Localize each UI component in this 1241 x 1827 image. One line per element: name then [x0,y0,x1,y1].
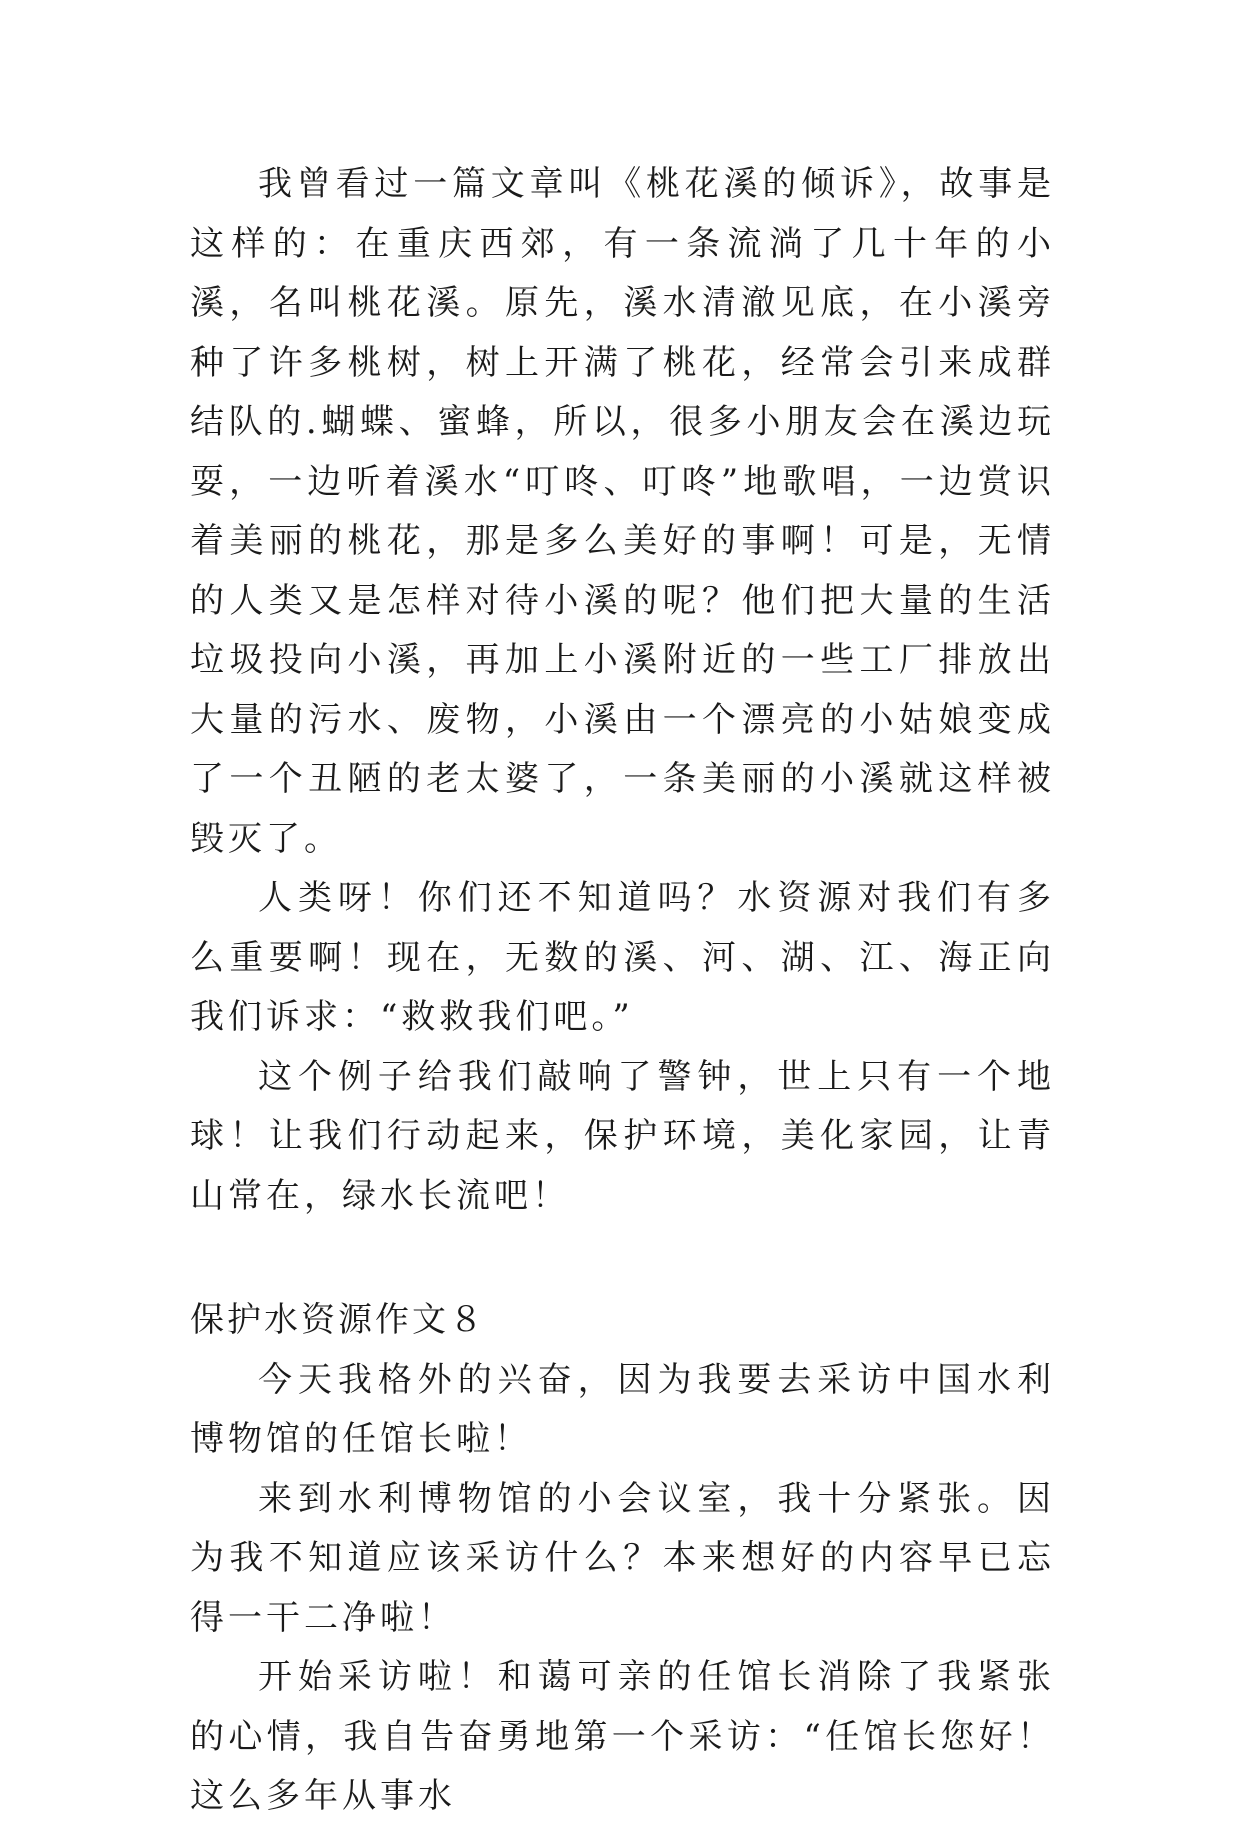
document-body [190,155,1055,1827]
paragraph-meeting-room: 来到水利博物馆的小会议室，我十分紧张。因为我不知道应该采访什么？本来想好的内容早已忘得一干二净啦！ [190,1478,1055,1638]
paragraph-call-to-action: 这个例子给我们敲响了警钟，世上只有一个地球！让我们行动起来，保护环境，美化家园，让青山常在，绿水长流吧！ [190,1056,1055,1216]
paragraph-taohuaxi-story: 我曾看过一篇文章叫《桃花溪的倾诉》，故事是这样的：在重庆西郊，有一条流淌了几十年的小溪，名叫桃花溪。原先，溪水清澈见底，在小溪旁种了许多桃树，树上开满了桃花，经常会引来成群结队的.蝴蝶、蜜蜂，所以，很多小朋友会在溪边玩耍，一边听着溪水“叮咚、叮咚”地歌唱，一边赏识着美丽的桃花，那是多么美好的事啊！可是，无情的人类又是怎样对待小溪的呢？他们把大量的生活垃圾投向小溪，再加上小溪附近的一些工厂排放出大量的污水、废物，小溪由一个漂亮的小姑娘变成了一个丑陋的老太婆了，一条美丽的小溪就这样被毁灭了。 [190,164,1055,859]
paragraph-water-importance: 人类呀！你们还不知道吗？水资源对我们有多么重要啊！现在，无数的溪、河、湖、江、海正向我们诉求：“救救我们吧。” [190,878,1055,1037]
paragraph-interview-intro: 今天我格外的兴奋，因为我要去采访中国水利博物馆的任馆长啦！ [190,1359,1055,1459]
paragraph-interview-start: 开始采访啦！和蔼可亲的任馆长消除了我紧张的心情，我自告奋勇地第一个采访：“任馆长您好！这么多年从事水 [190,1657,1055,1816]
section-title: 保护水资源作文８ [190,1300,486,1340]
